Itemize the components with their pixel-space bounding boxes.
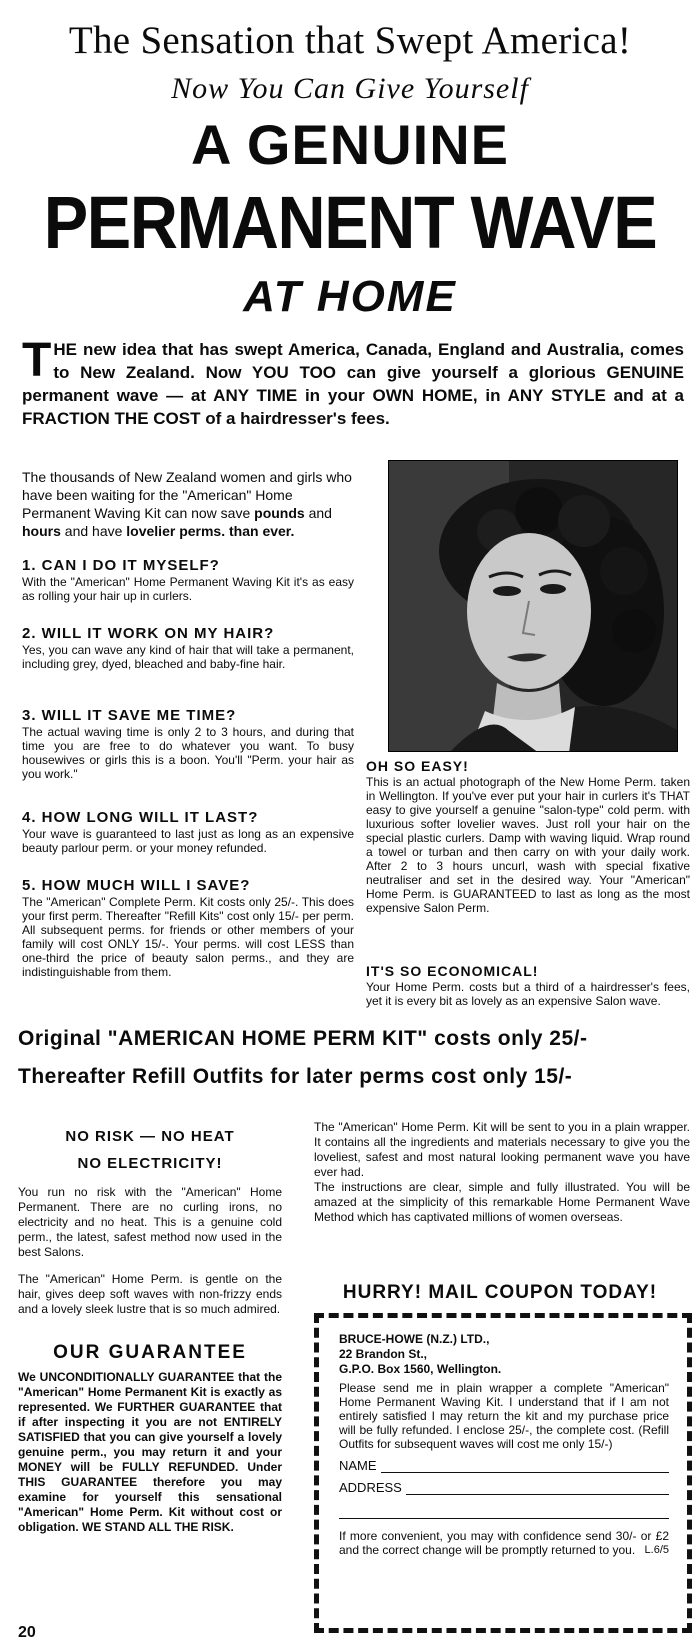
coupon-address-line[interactable] (406, 1483, 669, 1495)
guarantee-body: We UNCONDITIONALLY GUARANTEE that the "American" Home Permanent Kit is exactly as represented. We FURTHER GUARANTEE that if after inspecting it you are not ENTIRELY SATISFIED that you can give yourself a lovely genuine perm., you may return it and your MONEY will be FULLY REFUNDED. Under THIS GUARANTEE therefore you may examine for yourself this sensational "American" Home Perm. Kit without cost or obligation. (18, 1370, 282, 1534)
faq-question: 5. HOW MUCH WILL I SAVE? (22, 877, 251, 894)
coupon-street: 22 Brandon St., (339, 1347, 428, 1361)
coupon-box: G.P.O. Box 1560, Wellington. (339, 1362, 502, 1376)
gentle-text: The "American" Home Perm. is gentle on the hair, gives deep soft waves with non-frizzy ends and a lovely sleek lustre that is so much admired. (18, 1272, 282, 1316)
economical-section (366, 963, 690, 1008)
no-risk-heading: NO RISK — NO HEAT (65, 1128, 235, 1145)
instructions-text: The instructions are clear, simple and fully illustrated. You will be amazed at the simplicity of this remarkable Home Permanent Wave Method which has captivated millions of women overseas. (314, 1180, 690, 1224)
faq-question: 1. CAN I DO IT MYSELF? (22, 557, 220, 574)
mail-coupon[interactable] (314, 1313, 692, 1633)
headline-at-home: AT HOME (243, 272, 457, 321)
guarantee-heading: OUR GUARANTEE (53, 1342, 247, 1363)
coupon-code: L.6/5 (644, 1544, 669, 1556)
faq-question: 3. WILL IT SAVE ME TIME? (22, 707, 237, 724)
lead-bold-lovelier: lovelier perms. than ever. (126, 523, 295, 539)
faq-item (22, 624, 354, 671)
portrait-illustration (389, 461, 678, 752)
coupon-name-line[interactable] (381, 1461, 669, 1473)
plain-wrapper-text: The "American" Home Perm. Kit will be sent to you in a plain wrapper. It contains all the ingredients and materials necessary to give you the loveliest, safest and most natural looking permanent wave you have ever had. (314, 1120, 690, 1179)
faq-answer: With the "American" Home Permanent Waving Kit it's as easy as rolling your hair up in curlers. (22, 575, 354, 603)
economical-text: Your Home Perm. costs but a third of a hairdresser's fees, yet it is every bit as lovely as an expensive Salon wave. (366, 980, 690, 1008)
lead-and: and (304, 505, 332, 521)
drop-cap: T (22, 334, 52, 387)
lead-paragraph (22, 468, 354, 540)
faq-answer: Your wave is guaranteed to last just as long as an expensive beauty parlour perm. or your money refunded. (22, 827, 354, 855)
guarantee-text (18, 1370, 282, 1535)
coupon-company: BRUCE-HOWE (N.Z.) LTD., (339, 1332, 490, 1346)
faq-answer: The actual waving time is only 2 to 3 hours, and during that time you are free to do whatever you want. To busy housewives or girls this is a boon. You'll "Perm. your hair as you work." (22, 725, 354, 781)
lead-bold-hours: hours (22, 523, 61, 539)
intro-paragraph (22, 334, 684, 430)
coupon-footer (339, 1529, 669, 1557)
coupon-address-label: ADDRESS (339, 1480, 402, 1495)
faq-item (22, 808, 354, 855)
coupon-name-label: NAME (339, 1458, 377, 1473)
economical-title: IT'S SO ECONOMICAL! (366, 963, 539, 979)
faq-item (22, 876, 354, 979)
woman-portrait-photo (388, 460, 678, 752)
faq-answer: Yes, you can wave any kind of hair that will take a permanent, including grey, dyed, bleached and baby-fine hair. (22, 643, 354, 671)
faq-question: 4. HOW LONG WILL IT LAST? (22, 809, 259, 826)
no-risk-text: You run no risk with the "American" Home Permanent. There are no curling irons, no electricity and no heat. This is a genuine cold perm., the latest, safest method now used in the best Salons. (18, 1185, 282, 1259)
faq-item (22, 706, 354, 781)
intro-text: HE new idea that has swept America, Canada, England and Australia, comes to New Zealand. Now YOU TOO can give yourself a glorious GENUINE permanent wave — at ANY TIME in your OWN HOME, in ANY STYLE and at a FRACTION THE COST of a hairdresser's fees. (22, 340, 684, 428)
coupon-footer-text: If more convenient, you may with confidence send 30/- or £2 and the correct change will be promptly returned to you. (339, 1529, 669, 1557)
page-number: 20 (18, 1624, 36, 1641)
faq-item (22, 556, 354, 603)
headline-sensation: The Sensation that Swept America! (68, 19, 632, 62)
headline-permanent-wave: PERMANENT WAVE (43, 181, 657, 264)
lead-bold-pounds: pounds (254, 505, 305, 521)
coupon-message: Please send me in plain wrapper a complete "American" Home Permanent Waving Kit. I understand that if I am not entirely satisfied I may return the kit and my purchase price will be fully refunded. I enclose 25/-, the complete cost. (Refill Outfits for subsequent waves will cost me only 15/-) (339, 1381, 669, 1451)
coupon-name-field[interactable] (339, 1459, 669, 1473)
lead-text-2: and have (60, 523, 127, 539)
lead-text: The thousands of New Zealand women and girls who have been waiting for the "American" Home Permanent Waving Kit can now save (22, 469, 352, 521)
price-banner-line-2: Thereafter Refill Outfits for later perms cost only 15/- (18, 1065, 573, 1088)
coupon-address-line-2[interactable] (339, 1499, 669, 1519)
oh-so-easy-section (366, 758, 690, 915)
oh-so-easy-title: OH SO EASY! (366, 758, 469, 774)
faq-answer: The "American" Complete Perm. Kit costs only 25/-. This does your first perm. Thereafter "Refill Kits" cost only 15/- per perm. All subsequent perms. for friends or other members of your family will cost ONLY 15/-. Your perms. will cost LESS than one-third the price of beauty salon perms., and they are indistinguishable from them. (22, 895, 354, 979)
headline-now: Now You Can Give Yourself (171, 72, 529, 105)
coupon-address-field[interactable] (339, 1481, 669, 1495)
hurry-heading: HURRY! MAIL COUPON TODAY! (342, 1282, 658, 1303)
no-electricity-heading: NO ELECTRICITY! (77, 1155, 223, 1172)
price-banner-line-1: Original "AMERICAN HOME PERM KIT" costs only 25/- (18, 1027, 588, 1050)
faq-question: 2. WILL IT WORK ON MY HAIR? (22, 625, 275, 642)
guarantee-closing: WE STAND ALL THE RISK. (82, 1520, 234, 1534)
oh-so-easy-text: This is an actual photograph of the New Home Perm. taken in Wellington. If you've ever put your hair in curlers it's THAT easy to give yourself a genuine "salon-type" cold perm. with luxurious softer lovelier waves. Just roll your hair on the special plastic curlers. Damp with waving liquid. Wrap round a towel or turban and then carry on with your daily work. After 2 to 3 hours uncurl, wash with special fixative neutraliser and set in the desired way. Your "American" Home Perm. is GUARANTEED to last as long as the most expensive Salon Perm. (366, 775, 690, 915)
headline-genuine: A GENUINE (190, 113, 510, 176)
